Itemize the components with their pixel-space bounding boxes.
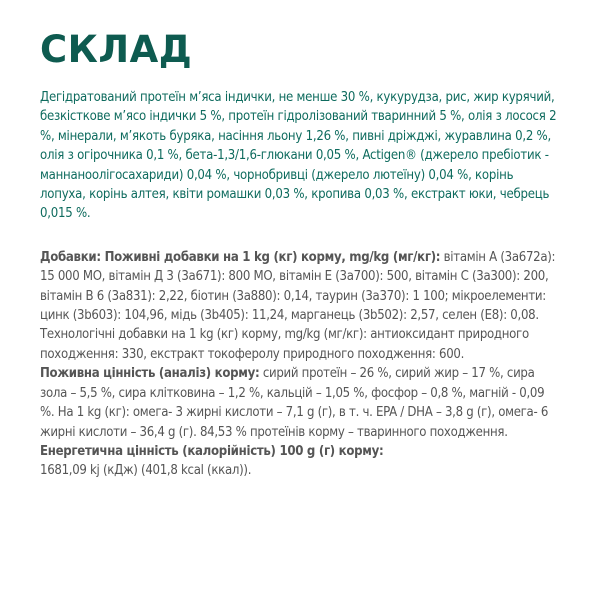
analysis-paragraph	[40, 364, 560, 442]
energy-label: Енергетична цінність (калорійність) 100 g (г) корму:	[40, 443, 384, 459]
composition-text: Дегідратований протеїн м’яса індички, не менше 30 %, кукурудза, рис, жир курячий, безкісткове м’ясо індички 5 %, протеїн гідролізований тваринний 5 %, олія з лосося 2 %, мінерали, м’якоть буряка, насіння льону 1,26 %, пивні дріжджі, журавлина 0,2 %, олія з огірочника 0,1 %, бета-1,3/1,6-глюкани 0,05 %, Actigen® (джерело пребіотик - маннаноолігосахариди) 0,04 %, чорнобривці (джерело лютеїну) 0,04 %, корінь лопуха, корінь алтея, квіти ромашки 0,03 %, кропива 0,03 %, екстракт юки, чебрець 0,015 %.	[40, 90, 557, 222]
analysis-text: сирий протеїн – 26 %, сирий жир – 17 %, сира зола – 5,5 %, сира клітковина – 1,2 %, кальцій – 1,05 %, фосфор – 0,8 %, магній - 0,09 %. На 1 kg (кг): омега- 3 жирні кислоти – 7,1 g (г), в т. ч. EPA / DHA – 3,8 g (г), омега- 6 жирні кислоти – 36,4 g (г). 84,53 % протеїнів корму – тваринного походження.	[40, 366, 549, 440]
details-section	[40, 248, 560, 481]
energy-label-line	[40, 442, 560, 461]
additives-text: вітамін А (3a672a): 15 000 МО, вітамін Д 3 (3a671): 800 МО, вітамін Е (3a700): 500, вітамін С (3a300): 200, вітамін В 6 (3a831): 2,22, біотин (3a880): 0,14, таурин (3a370): 1 100; мікроелементи: цинк (3b603): 104,96, мідь (3b405): 11,24, марганець (3b502): 2,57, селен (E8): 0,08. Технологічні добавки на 1 kg (кг) корму, mg/kg (мг/кг): антиоксидант природного походження: 330, екстракт токоферолу природного походження: 600.	[40, 249, 556, 362]
additives-label: Добавки: Поживні добавки на 1 kg (кг) корму, mg/kg (мг/кг):	[40, 249, 441, 265]
page-title: СКЛАД	[40, 28, 193, 71]
additives-paragraph	[40, 248, 560, 364]
analysis-label: Поживна цінність (аналіз) корму:	[40, 366, 260, 382]
energy-value-line: 1681,09 kj (кДж) (401,8 kcal (ккал)).	[40, 463, 252, 479]
